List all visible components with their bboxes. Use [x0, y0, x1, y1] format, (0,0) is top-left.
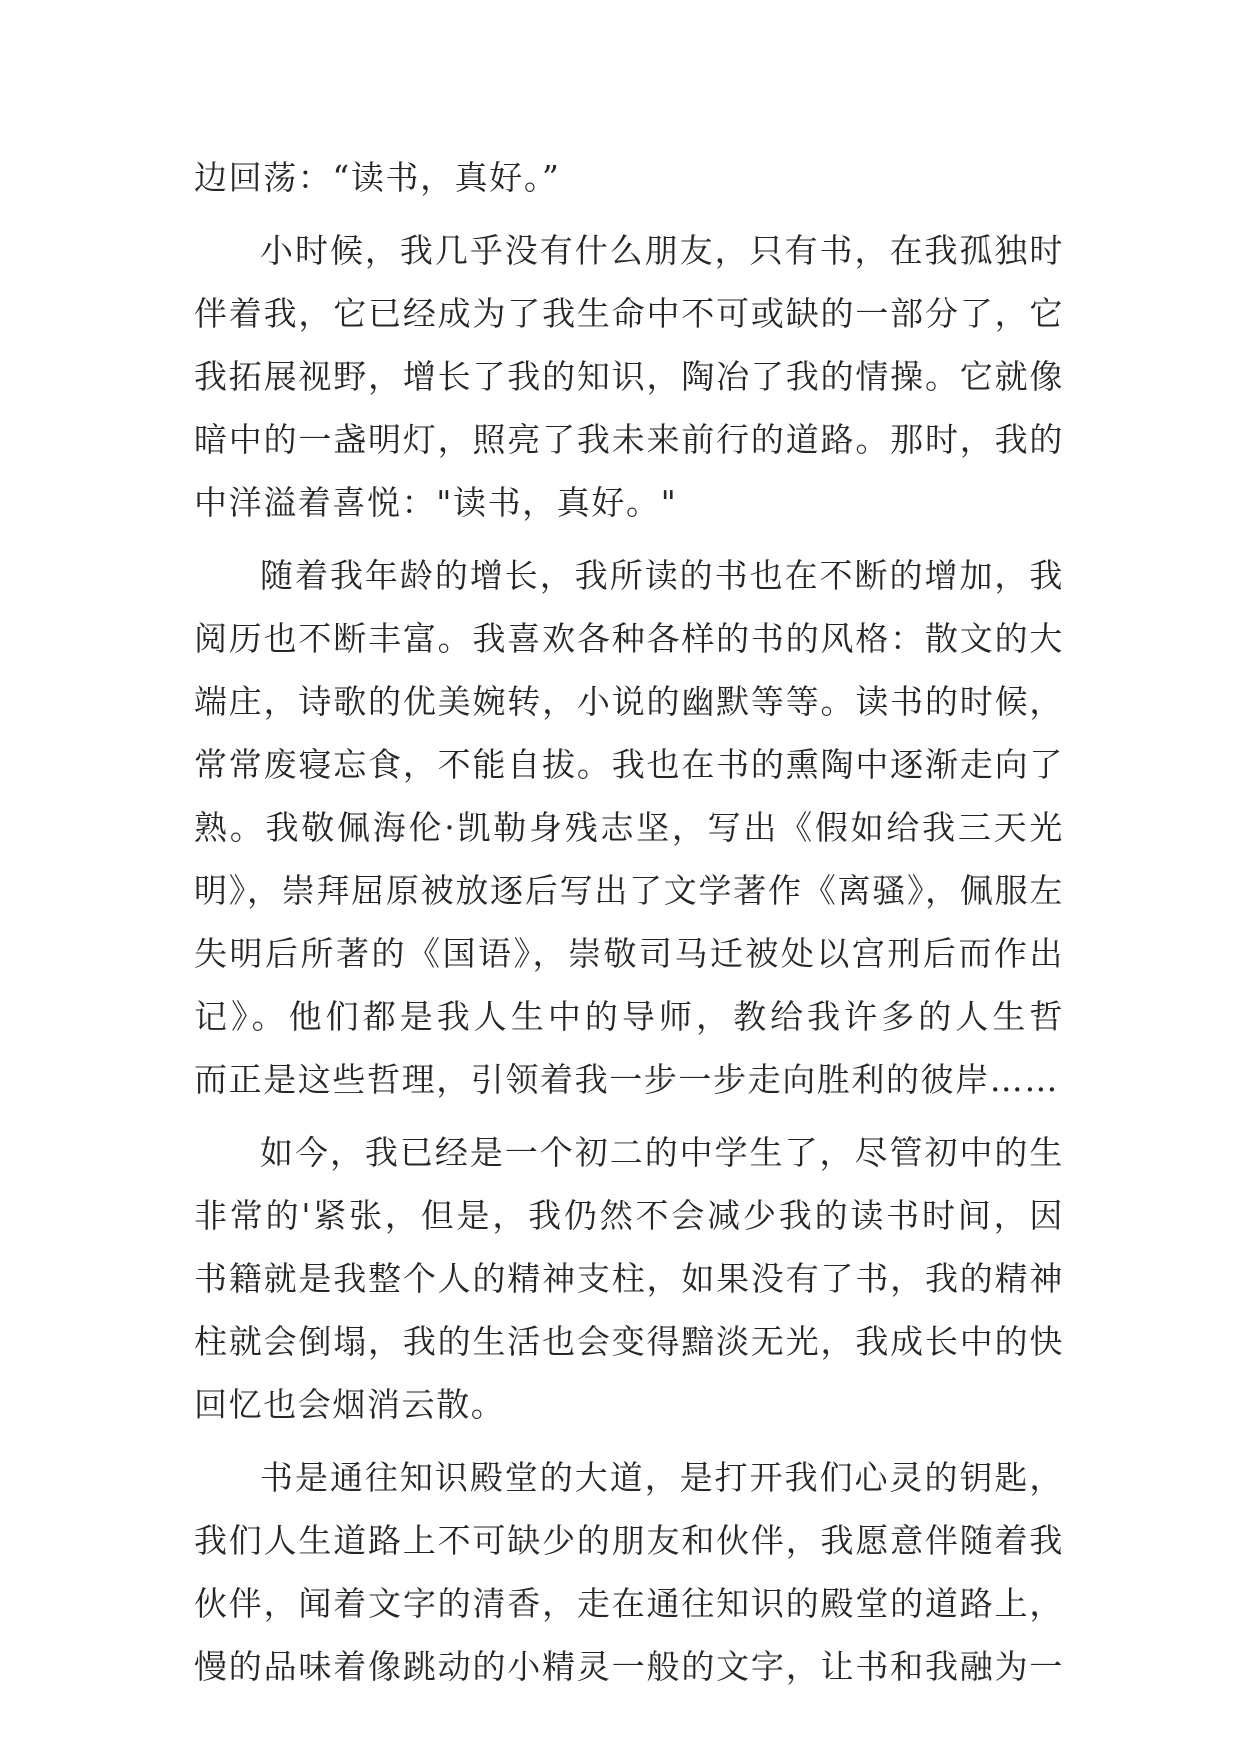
text-line: 伙伴，闻着文字的清香，走在通往知识的殿堂的道路上，: [194, 1584, 1064, 1623]
text-line: 明》，崇拜屈原被放逐后写出了文学著作《离骚》，佩服左: [194, 871, 1064, 910]
text-line: 非常的'紧张，但是，我仍然不会减少我的读书时间，因: [194, 1196, 1064, 1235]
text-line: 伴着我，它已经成为了我生命中不可或缺的一部分了，它: [194, 294, 1064, 333]
text-line: 边回荡：“读书，真好。”: [194, 158, 561, 197]
paragraph: [194, 219, 1064, 534]
paragraph: [194, 544, 1064, 1111]
text-line: 随着我年龄的增长，我所读的书也在不断的增加，我: [260, 556, 1064, 595]
text-line: 失明后所著的《国语》，崇敬司马迁被处以宫刑后而作出: [194, 934, 1064, 973]
text-line: 书籍就是我整个人的精神支柱，如果没有了书，我的精神: [194, 1259, 1064, 1298]
text-line: 柱就会倒塌，我的生活也会变得黯淡无光，我成长中的快: [194, 1322, 1064, 1361]
text-line: 我拓展视野，增长了我的知识，陶冶了我的情操。它就像: [194, 357, 1064, 396]
paragraph: [194, 146, 1064, 209]
text-line: 记》。他们都是我人生中的导师，教给我许多的人生哲: [194, 997, 1064, 1036]
text-line: 回忆也会烟消云散。: [194, 1385, 506, 1424]
text-line: 常常废寝忘食，不能自拔。我也在书的熏陶中逐渐走向了: [194, 745, 1064, 784]
text-line: 暗中的一盏明灯，照亮了我未来前行的道路。那时，我的: [194, 420, 1064, 459]
text-line: 阅历也不断丰富。我喜欢各种各样的书的风格：散文的大: [194, 619, 1064, 658]
text-line: 书是通往知识殿堂的大道，是打开我们心灵的钥匙，: [260, 1458, 1064, 1497]
paragraph: [194, 1121, 1064, 1436]
text-line: 慢的品味着像跳动的小精灵一般的文字，让书和我融为一: [194, 1647, 1064, 1686]
text-line: 而正是这些哲理，引领着我一步一步走向胜利的彼岸……: [194, 1060, 1059, 1099]
essay-body: [194, 146, 1064, 1698]
text-line: 我们人生道路上不可缺少的朋友和伙伴，我愿意伴随着我: [194, 1521, 1064, 1560]
paragraph: [194, 1446, 1064, 1698]
text-line: 端庄，诗歌的优美婉转，小说的幽默等等。读书的时候，: [194, 682, 1064, 721]
text-line: 熟。我敬佩海伦·凯勒身残志坚，写出《假如给我三天光: [194, 808, 1064, 847]
text-line: 中洋溢着喜悦："读书，真好。": [194, 483, 678, 522]
text-line: 小时候，我几乎没有什么朋友，只有书，在我孤独时: [260, 231, 1064, 270]
text-line: 如今，我已经是一个初二的中学生了，尽管初中的生: [260, 1133, 1064, 1172]
